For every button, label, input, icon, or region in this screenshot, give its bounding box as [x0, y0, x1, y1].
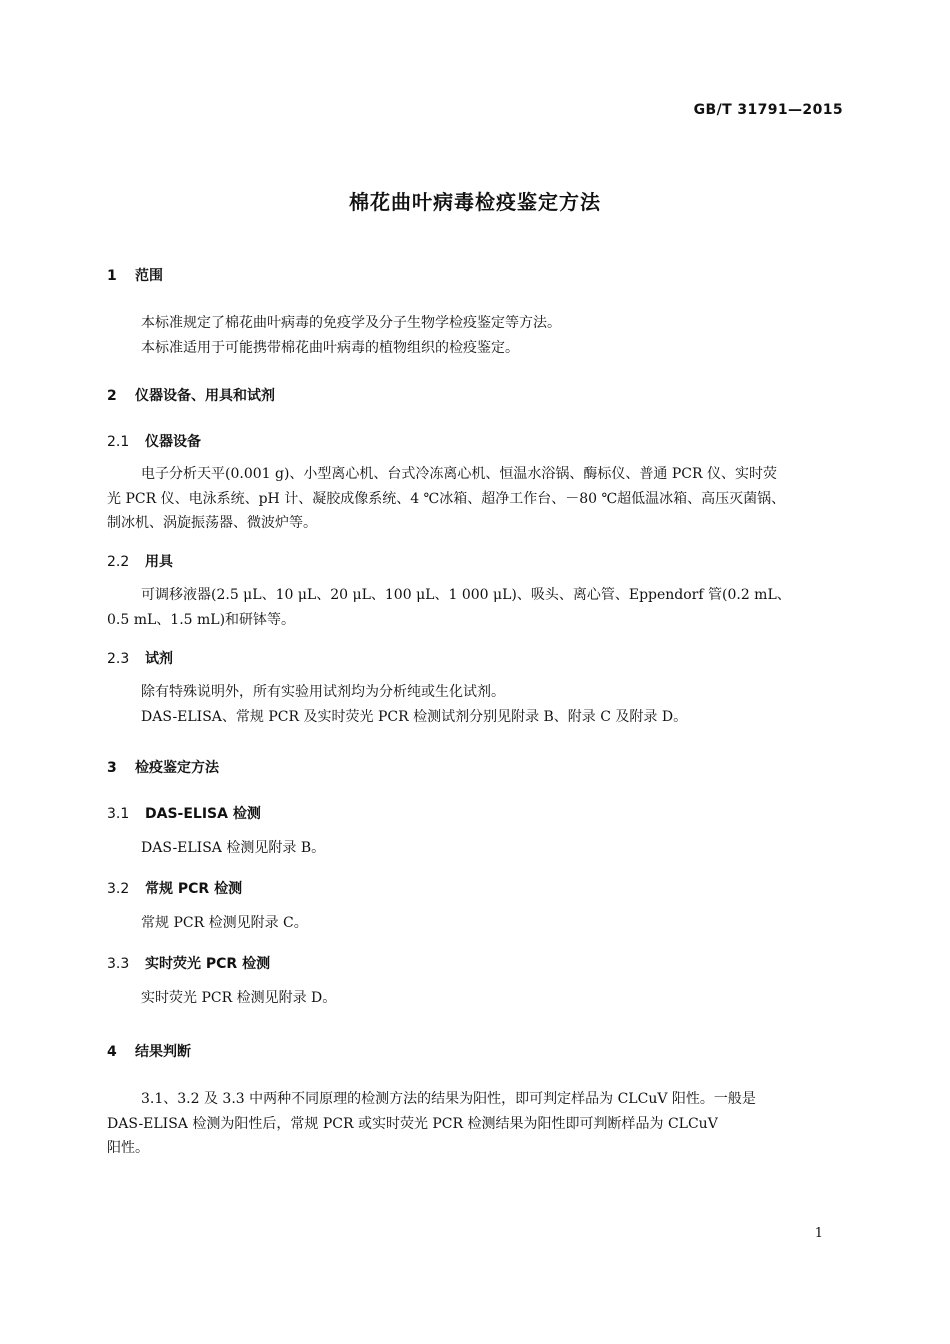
section-number: 4	[107, 1044, 117, 1060]
section-title: 用具	[145, 554, 173, 570]
section-number: 2.1	[107, 434, 130, 450]
paragraph-line: 可调移液器(2.5 μL、10 μL、20 μL、100 μL、1 000 μL)、吸头、离心管、Eppendorf 管(0.2 mL、	[141, 587, 791, 603]
paragraph-line: 常规 PCR 检测见附录 C。	[141, 915, 308, 931]
section-3-heading	[107, 757, 219, 777]
section-3-1-heading	[107, 803, 261, 823]
paragraph-line: 3.1、3.2 及 3.3 中两种不同原理的检测方法的结果为阳性，即可判定样品为 CLCuV 阳性。一般是	[141, 1091, 756, 1107]
section-2-3-heading	[107, 648, 173, 668]
standard-code: GB/T 31791—2015	[693, 102, 843, 118]
paragraph-line: 制冰机、涡旋振荡器、微波炉等。	[107, 515, 317, 531]
section-number: 2.2	[107, 554, 130, 570]
section-title: 仪器设备、用具和试剂	[135, 388, 275, 404]
paragraph-line: DAS-ELISA 检测为阳性后，常规 PCR 或实时荧光 PCR 检测结果为阳性即可判断样品为 CLCuV	[107, 1115, 718, 1132]
paragraph-line: 电子分析天平(0.001 g)、小型离心机、台式冷冻离心机、恒温水浴锅、酶标仪、普通 PCR 仪、实时荧	[141, 466, 777, 482]
section-1-heading	[107, 265, 163, 285]
section-4-body	[107, 1087, 843, 1161]
section-title: 常规 PCR 检测	[145, 881, 243, 897]
section-2-1-body	[107, 462, 843, 536]
section-title: 检疫鉴定方法	[135, 760, 219, 776]
section-number: 3.3	[107, 956, 130, 972]
paragraph-line: 光 PCR 仪、电泳系统、pH 计、凝胶成像系统、4 ℃冰箱、超净工作台、－80 ℃超低温冰箱、高压灭菌锅、	[107, 490, 786, 507]
section-title: 结果判断	[135, 1044, 191, 1060]
paragraph-line: DAS-ELISA、常规 PCR 及实时荧光 PCR 检测试剂分别见附录 B、附录 C 及附录 D。	[141, 708, 688, 725]
section-number: 3.2	[107, 881, 130, 897]
section-3-2-heading	[107, 878, 242, 898]
section-title: 实时荧光 PCR 检测	[145, 956, 271, 972]
section-2-1-heading	[107, 431, 201, 451]
section-2-3-body	[107, 680, 843, 729]
section-number: 2.3	[107, 651, 130, 667]
section-title: 范围	[135, 268, 163, 284]
section-2-2-heading	[107, 551, 173, 571]
section-3-3-body	[107, 986, 843, 1011]
page-number: 1	[814, 1226, 823, 1241]
section-2-heading	[107, 385, 275, 405]
section-number: 2	[107, 388, 117, 404]
section-title: DAS-ELISA 检测	[145, 806, 261, 822]
section-title: 仪器设备	[145, 434, 201, 450]
section-3-1-body	[107, 836, 843, 861]
paragraph-line: 除有特殊说明外，所有实验用试剂均为分析纯或生化试剂。	[141, 684, 505, 700]
paragraph-line: 实时荧光 PCR 检测见附录 D。	[141, 990, 337, 1006]
section-number: 3.1	[107, 806, 130, 822]
paragraph-line: DAS-ELISA 检测见附录 B。	[141, 840, 326, 856]
section-3-3-heading	[107, 953, 270, 973]
section-number: 3	[107, 760, 117, 776]
section-4-heading	[107, 1041, 191, 1061]
document-title: 棉花曲叶病毒检疫鉴定方法	[349, 190, 601, 214]
section-2-2-body	[107, 583, 843, 632]
section-3-2-body	[107, 911, 843, 936]
paragraph-line: 0.5 mL、1.5 mL)和研钵等。	[107, 611, 296, 628]
paragraph-line: 阳性。	[107, 1140, 149, 1156]
section-title: 试剂	[145, 651, 173, 667]
paragraph-line: 本标准适用于可能携带棉花曲叶病毒的植物组织的检疫鉴定。	[141, 339, 519, 356]
section-number: 1	[107, 268, 117, 284]
section-1-body	[107, 311, 843, 360]
paragraph-line: 本标准规定了棉花曲叶病毒的免疫学及分子生物学检疫鉴定等方法。	[141, 315, 561, 331]
